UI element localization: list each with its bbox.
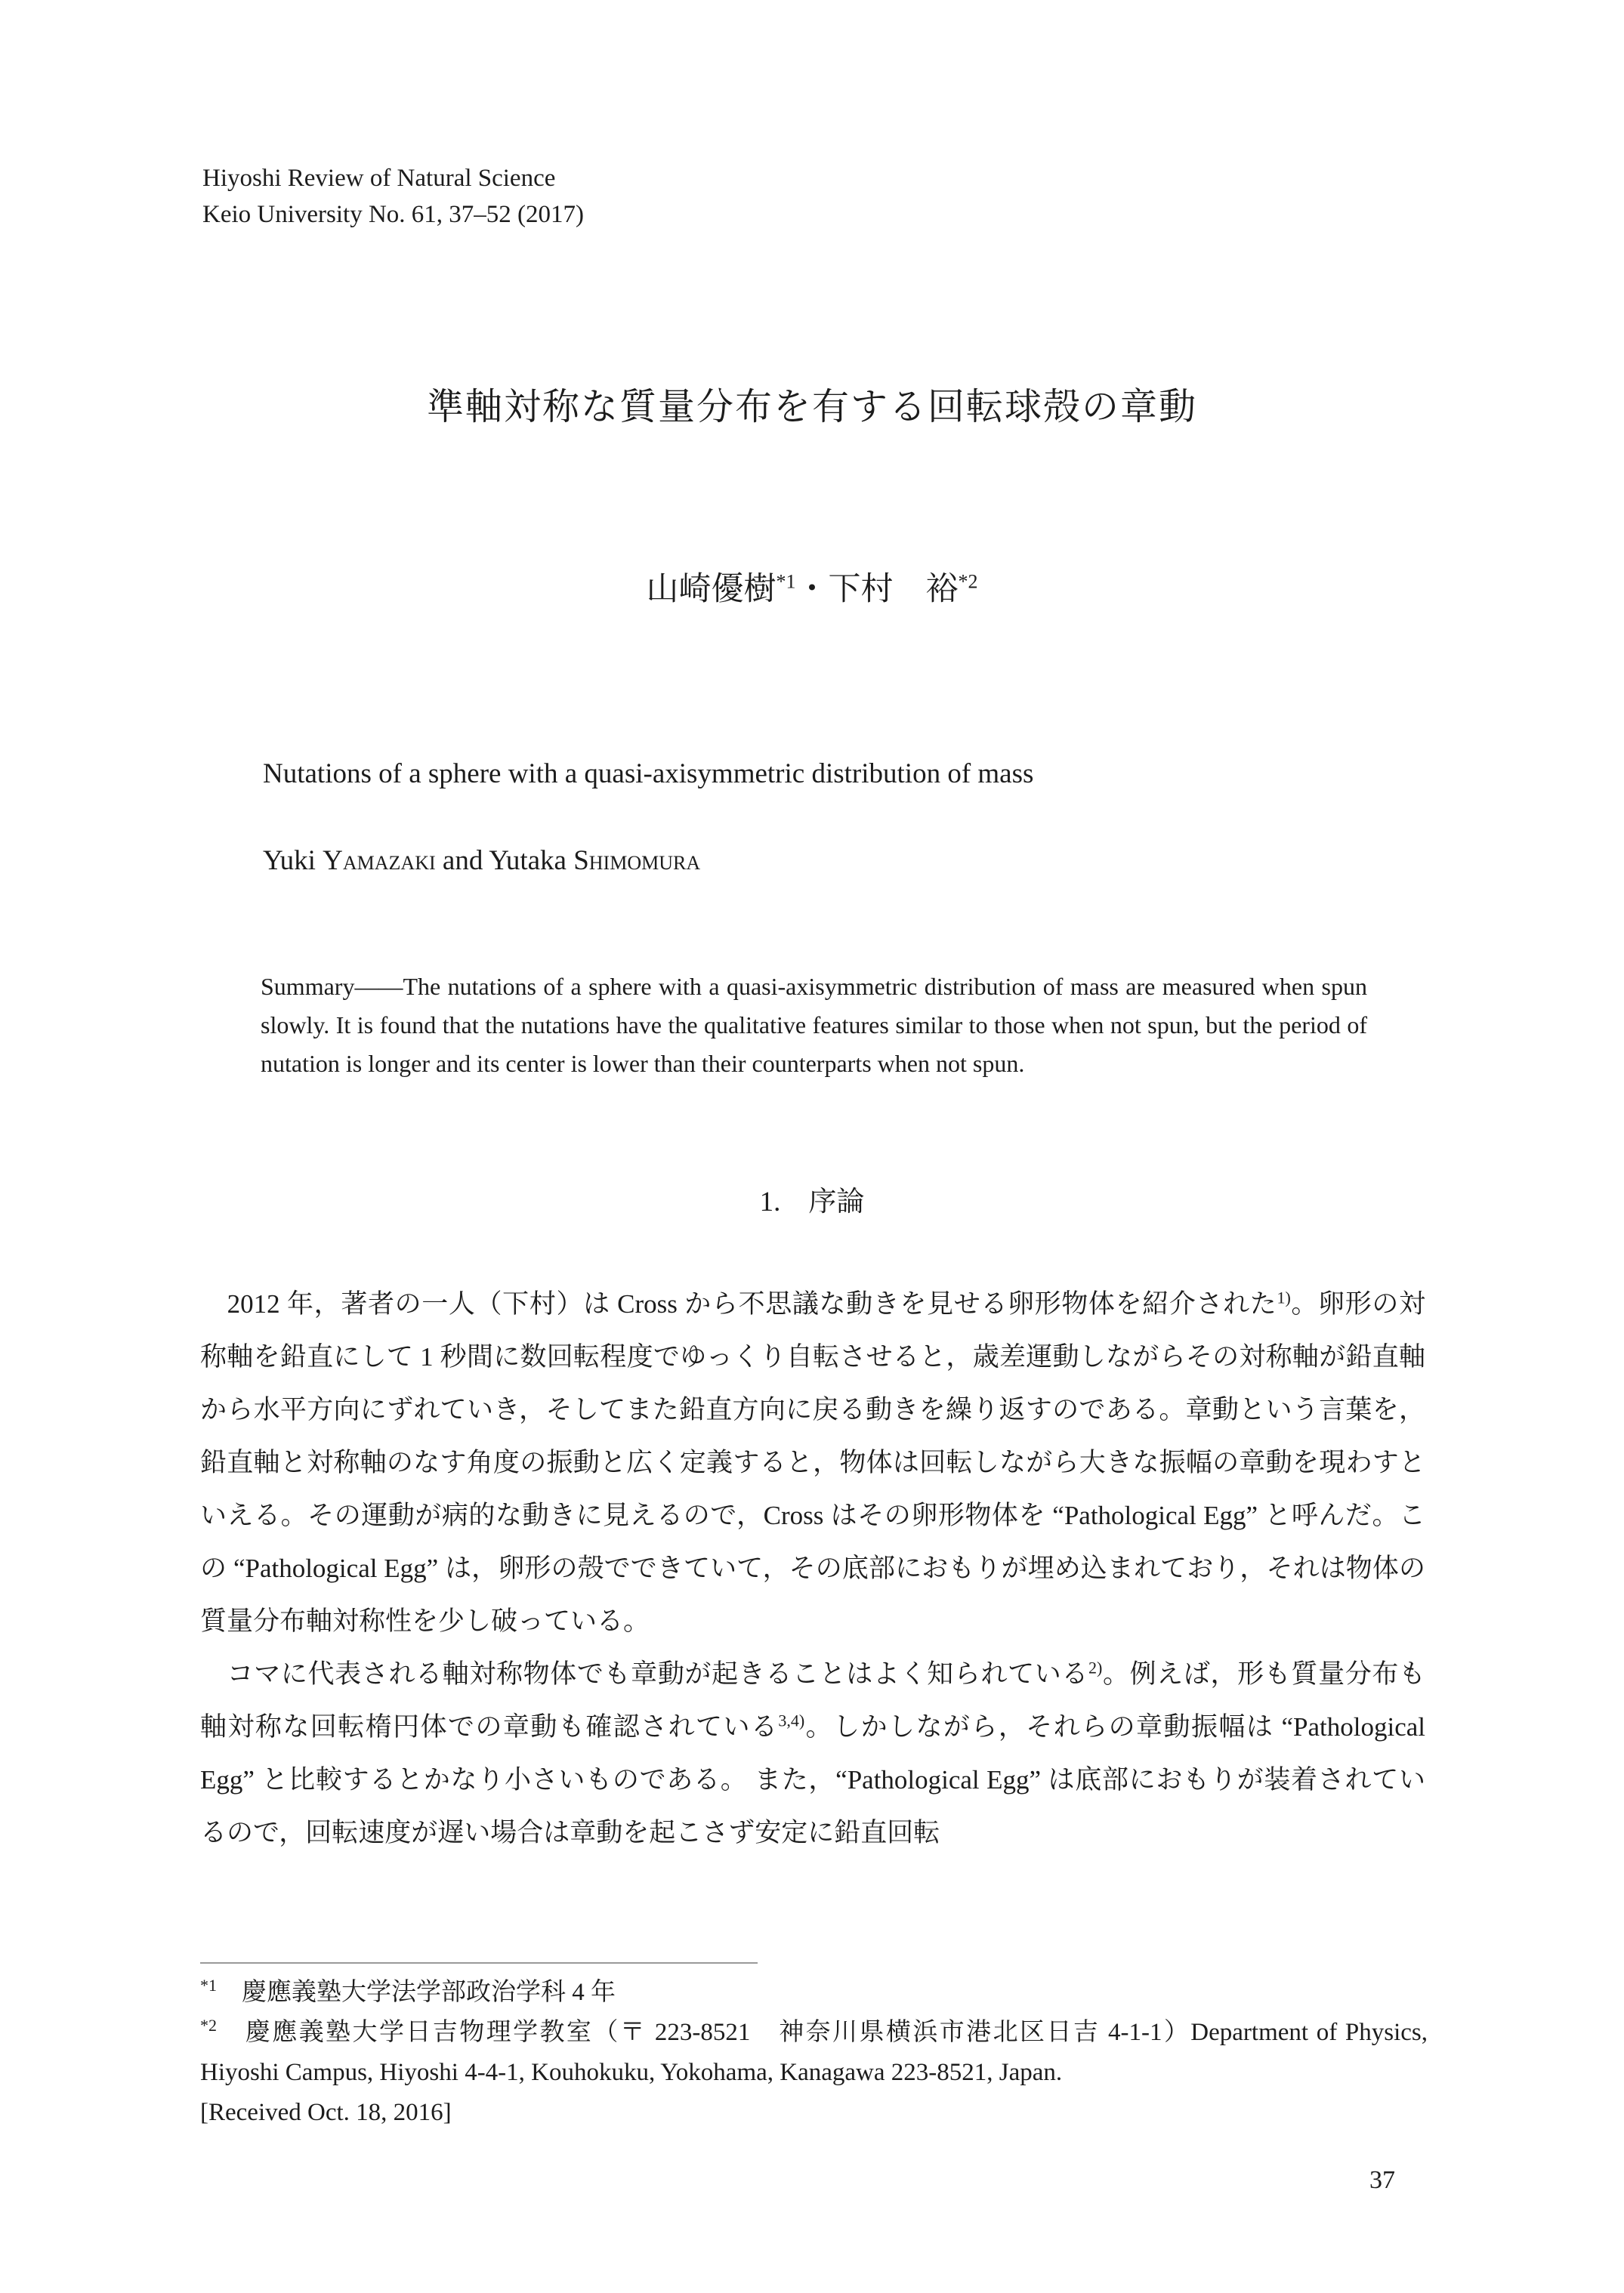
author-1-name-jp: 山崎優樹	[646, 572, 776, 607]
author-1-given-name: Yuki	[263, 845, 323, 876]
author-2-family-name: Shimomura	[573, 845, 701, 876]
paragraph-1-text-b: 。卵形の対称軸を鉛直にして 1 秒間に数回転程度でゆっくり自転させると，歳差運動しながらその対称軸が鉛直軸から水平方向にずれていき，そしてまた鉛直方向に戻る動きを繰り返すのである。章動という言葉を，鉛直軸と対称軸のなす角度の振動と広く定義すると，物体は回転しながら大きな振幅の章動を現わすといえる。その運動が病的な動きに見えるので，Cross はその卵形物体を “Pathological Egg” と呼んだ。この “Pathological Egg” は，卵形の殻でできていて，その底部におもりが埋め込まれており，それは物体の質量分布軸対称性を少し破っている。	[200, 1289, 1425, 1636]
author-separator: ・	[795, 572, 829, 607]
authors-japanese	[0, 563, 1624, 610]
summary-dash: ——	[354, 973, 403, 1000]
author-1-family-name: Yamazaki	[323, 845, 436, 876]
footnote-2	[200, 2013, 1428, 2093]
summary-text: The nutations of a sphere with a quasi-axisymmetric distribution of mass are measured when spun slowly. It is found that the nutations have the qualitative features similar to those when not spun, but the period of nutation is longer and its center is lower than their counterparts when not spun.	[261, 973, 1367, 1077]
journal-name: Hiyoshi Review of Natural Science	[202, 165, 556, 192]
author-2-given-name: Yutaka	[489, 845, 574, 876]
paragraph-1-text-a: 2012 年，著者の一人（下村）は Cross から不思議な動きを見せる卵形物体を紹介された	[200, 1289, 1277, 1319]
citation-ref-3-4: 3,4)	[778, 1711, 805, 1730]
author-2-affiliation-mark: *2	[958, 570, 978, 593]
footnote-1-mark: *1	[200, 1976, 217, 1995]
paragraph-2-text-a: コマに代表される軸対称物体でも章動が起きることはよく知られている	[200, 1659, 1089, 1689]
paper-title-japanese: 準軸対称な質量分布を有する回転球殻の章動	[426, 386, 1197, 427]
page-number: 37	[1369, 2166, 1395, 2194]
journal-issue-line: Keio University No. 61, 37–52 (2017)	[202, 201, 585, 228]
paragraph-2-text-c: 。しかしながら，それらの章動振幅は “Pathological Egg” と比較するとかなり小さいものである。 また，“Pathological Egg” は底部におもりが装着されているので，回転速度が遅い場合は章動を起こさず安定に鉛直回転	[200, 1712, 1425, 1847]
footnote-2-mark: *2	[200, 2016, 217, 2035]
received-date: [Received Oct. 18, 2016]	[200, 2099, 452, 2126]
citation-ref-2: 2)	[1088, 1658, 1103, 1677]
section-1-heading: 1. 序論	[759, 1187, 865, 1217]
abstract	[261, 968, 1367, 1083]
citation-ref-1: 1)	[1277, 1288, 1291, 1307]
footnotes	[200, 1973, 1428, 2133]
footnote-1	[200, 1973, 1428, 2013]
authors-english	[263, 844, 700, 877]
authors-conjunction: and	[435, 845, 489, 876]
author-1-affiliation-mark: *1	[776, 570, 796, 593]
author-2-name-jp: 下村 裕	[828, 572, 959, 607]
paragraph-2-text-b: 。例えば，形も質量分布も軸対称な回転楕円体での章動も確認されている	[200, 1659, 1425, 1742]
footnote-divider	[200, 1962, 758, 1964]
paper-title-english: Nutations of a sphere with a quasi-axisymmetric distribution of mass	[263, 758, 1034, 789]
footnote-1-text: 慶應義塾大学法学部政治学科 4 年	[217, 1979, 616, 2006]
journal-header	[202, 160, 584, 233]
body-text	[200, 1278, 1425, 1859]
paragraph-1	[200, 1278, 1425, 1648]
summary-label: Summary	[261, 973, 355, 1000]
paragraph-2	[200, 1648, 1425, 1859]
footnote-2-text: 慶應義塾大学日吉物理学教室（〒 223-8521 神奈川県横浜市港北区日吉 4-1-1）Department of Physics, Hiyoshi Campus, Hiyoshi 4-4-1, Kouhokuku, Yokohama, Kanagawa 223-8521, Japan.	[200, 2019, 1428, 2086]
